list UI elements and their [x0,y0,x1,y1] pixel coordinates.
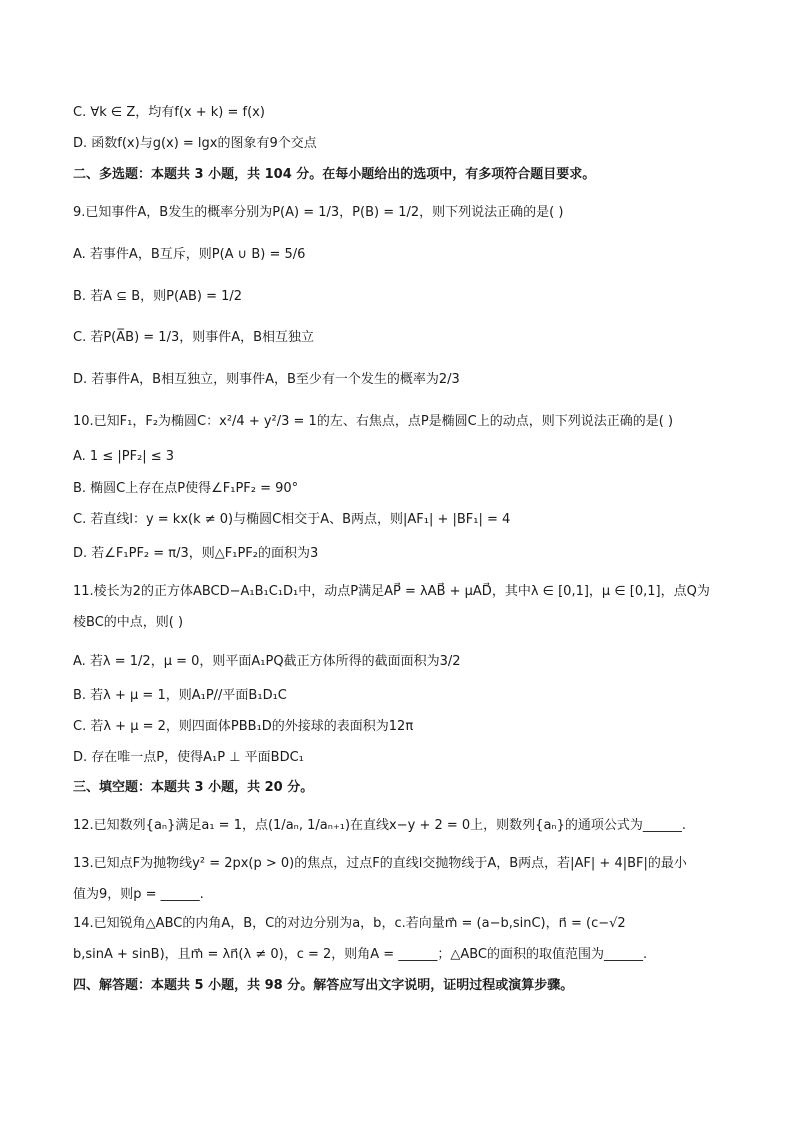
question-13: 13.已知点F为抛物线y² = 2px(p > 0)的焦点，过点F的直线l交抛物线于A，B两点，若|AF| + 4|BF|的最小 [73,856,687,871]
option-9d: D. 若事件A，B相互独立，则事件A，B至少有一个发生的概率为2/3 [73,372,460,387]
option-9a: A. 若事件A，B互斥，则P(A ∪ B) = 5/6 [73,247,306,262]
question-11-stem: 11.棱长为2的正方体ABCD−A₁B₁C₁D₁中，动点P满足AP⃗ = λAB⃗ + μAD⃗，其中λ ∈ [0,1]，μ ∈ [0,1]，点Q为 [73,584,710,599]
section-heading-multiple-choice: 二、多选题：本题共 3 小题，共 104 分。在每小题给出的选项中，有多项符合题目要求。 [73,167,596,182]
option-11a: A. 若λ = 1/2，μ = 0，则平面A₁PQ截正方体所得的截面面积为3/2 [73,654,461,669]
option-10c: C. 若直线l：y = kx(k ≠ 0)与椭圆C相交于A、B两点，则|AF₁| + |BF₁| = 4 [73,512,511,527]
question-14: 14.已知锐角△ABC的内角A，B，C的对边分别为a，b，c.若向量m⃗ = (a−b,sinC)，n⃗ = (c−√2 [73,916,626,931]
question-10-stem: 10.已知F₁，F₂为椭圆C：x²/4 + y²/3 = 1的左、右焦点，点P是椭圆C上的动点，则下列说法正确的是( ) [73,414,674,429]
option-11b: B. 若λ + μ = 1，则A₁P//平面B₁D₁C [73,688,287,703]
question-12: 12.已知数列{aₙ}满足a₁ = 1，点(1/aₙ, 1/aₙ₊₁)在直线x−y + 2 = 0上，则数列{aₙ}的通项公式为______. [73,818,686,833]
question-14-cont: b,sinA + sinB)，且m⃗ = λn⃗(λ ≠ 0)，c = 2，则角A = ______；△ABC的面积的取值范围为______. [73,947,648,962]
option-9b: B. 若A ⊆ B，则P(AB) = 1/2 [73,289,243,304]
option-10b: B. 椭圆C上存在点P使得∠F₁PF₂ = 90° [73,481,299,496]
option-11d: D. 存在唯一点P，使得A₁P ⊥ 平面BDC₁ [73,750,304,765]
option-10a: A. 1 ≤ |PF₂| ≤ 3 [73,449,175,464]
section-heading-fill-in: 三、填空题：本题共 3 小题，共 20 分。 [73,780,314,795]
section-heading-solution: 四、解答题：本题共 5 小题，共 98 分。解答应写出文字说明，证明过程或演算步骤。 [73,978,574,993]
option-10d: D. 若∠F₁PF₂ = π/3，则△F₁PF₂的面积为3 [73,546,319,561]
option-8d: D. 函数f(x)与g(x) = lgx的图象有9个交点 [73,136,317,151]
question-11-stem-cont: 棱BC的中点，则( ) [73,615,184,630]
option-11c: C. 若λ + μ = 2，则四面体PBB₁D的外接球的表面积为12π [73,719,414,734]
option-8c: C. ∀k ∈ Z，均有f(x + k) = f(x) [73,105,265,120]
question-9-stem: 9.已知事件A，B发生的概率分别为P(A) = 1/3，P(B) = 1/2，则下列说法正确的是( ) [73,205,564,220]
question-13-cont: 值为9，则p = ______. [73,887,204,902]
option-9c: C. 若P(A̅B) = 1/3，则事件A，B相互独立 [73,330,315,345]
